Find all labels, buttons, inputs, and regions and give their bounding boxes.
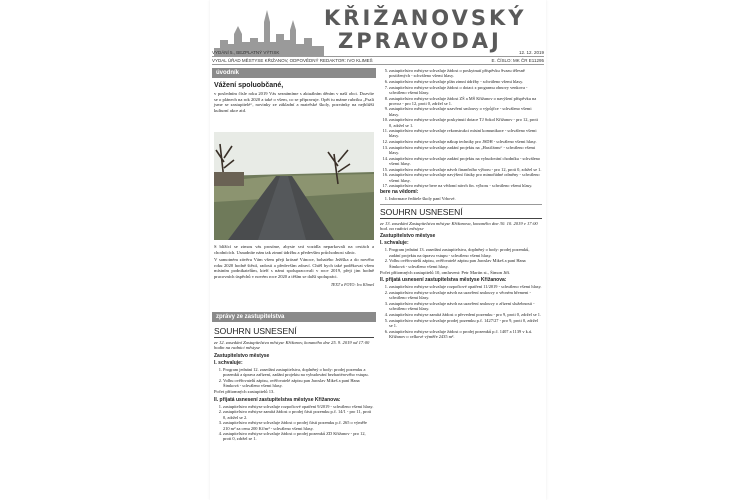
editorial-column <box>214 82 374 115</box>
list-item: 2. Volbu ověřovatelů zápisu, ověřovatelé zápisu pan Jaroslav Mikeš a paní Hana Šimková - schváleno všemi hlasy. <box>218 377 360 388</box>
masthead-title-line1: KŘIŽANOVSKÝ <box>324 6 527 30</box>
list-item: 6. zastupitelstvo městyse schvaluje plán zimní údržby - schváleno všemi hlasy. <box>384 78 524 84</box>
list-item: 6. zastupitelstvo městyse schvaluje žádost o prodej pozemků p.č. 1407 a 1139 v k.ú. Křižanov o celkové výměře 2435 m². <box>384 328 533 339</box>
editorial-paragraph-1: v posledním čísle roku 2019 Vás seznámíme s aktuálním děním v naší obci. Dozvíte se o plánech na rok 2020 a také o všem, co se připravuje. Opět tu máme rubriku „Psali jsme se zastupitelé“, novinky ze základní a mateřské školy, pozvánky na nejbližší kulturní akce atd. <box>214 91 374 113</box>
list-item: 5. zastupitelstvo městyse schvaluje prodej pozemku p.č. 1427/27 - pro 9, proti 0, zdržel se 1. <box>384 317 539 328</box>
section-approves: I. schvaluje: <box>380 240 409 247</box>
list-item: 2. zastupitelstvo městyse schvaluje návrh na uzavření smlouvy o věcném břemeni - schváleno všemi hlasy. <box>384 290 531 301</box>
section-resolutions: II. přijatá usnesení zastupitelstva městyse Křižanova: <box>380 277 507 284</box>
list-item: 3. zastupitelstvo městyse schvaluje žádost o prodej části pozemku p.č. 265 o výměře 210 m² za cenu 200 Kč/m² - schváleno všemi hlasy. <box>218 420 367 431</box>
masthead-title-line2: ZPRAVODAJ <box>338 29 502 53</box>
publisher-info: VYDAL ÚŘAD MĚSTYSE KŘIŽANOV, ODPOVĚDNÝ REDAKTOR: IVO KLIMEŠ <box>212 58 373 63</box>
list-item: 15. zastupitelstvo městyse schvaluje návrh finančního výboru - pro 12, proti 0, zdržel se 1. <box>382 166 542 172</box>
list-item: 1. zastupitelstvo městyse schvaluje rozpočtové opatření 11/2019 - schváleno všemi hlasy. <box>384 284 542 290</box>
editorial-greeting: Vážení spoluobčané, <box>214 82 284 89</box>
divider <box>380 204 542 205</box>
resolution-subtitle-13: ze 13. zasedání Zastupitelstva městyse Křižanova, konaného dne 30. 10. 2019 v 17:00 hod. na radnici městyse <box>380 220 538 232</box>
section-band-council: zprávy ze zastupitelstva <box>212 312 376 322</box>
list-item: 4. zastupitelstvo městyse schvaluje žádost o prodej pozemků ZD Křižanov - pro 12, proti 0, zdržel se 1. <box>218 431 366 442</box>
issue-bar <box>212 49 544 57</box>
present-count: Počet přítomných zastupitelů 10, omluveni: Petr Martin st., Šimon Jiří. <box>380 269 511 275</box>
list-item: 11. zastupitelstvo městyse schvaluje rekonstrukci místní komunikace - schváleno všemi hlasy. <box>382 128 537 139</box>
section-resolutions: II. přijatá usnesení zastupitelstva městyse Křižanova: <box>214 396 341 403</box>
list-item: 17. zastupitelstvo městyse bere na vědomí návrh fin. výboru - schváleno všemi hlasy. <box>382 183 533 189</box>
resolution-subtitle-12: ze 12. zasedání Zastupitelstva městyse Křižanov, konaného dne 25. 9. 2019 od 17:00 hodin na radnici městyse <box>214 340 370 351</box>
registration-number: E. ČÍSLO: MK ČR E11295 <box>491 58 544 63</box>
council-body-heading: Zastupitelstvo městyse <box>380 233 436 240</box>
issue-info: VYDÁNÍ 5., BEZPLATNÝ VÝTISK <box>212 50 280 55</box>
resolution-summary-heading-12: SOUHRN USNESENÍ <box>214 326 374 338</box>
list-item: 9. zastupitelstvo městyse schvaluje uzavření smlouvy o výpůjčce - schváleno všemi hlasy. <box>384 106 532 117</box>
road-photo <box>214 132 374 240</box>
newsletter-page <box>210 0 546 500</box>
list-item: 5. zastupitelstvo městyse schvaluje žádost o poskytnutí příspěvku Svazu tělesně postižených - schváleno všemi hlasy. <box>384 68 525 79</box>
list-item: 2. zastupitelstvo městyse zamítá žádost o prodej části pozemku p.č. 14/1 - pro 11, proti 0, zdržel se 2. <box>218 409 372 420</box>
editorial-paragraph-2: S blížící se zimou vás prosíme, abyste svá vozidla neparkovali na cestách a chodnících. Usnadníte nám tak zimní údržbu a především průchodnost silnic. <box>214 244 374 255</box>
list-item: 2. Volbu ověřovatelů zápisu, ověřovatelé zápisu pan Jaroslav Mikeš a paní Hana Šimková - schváleno všemi hlasy. <box>384 258 526 269</box>
list-item: 7. zastupitelstvo městyse schvaluje žádost o dotaci z programu obnovy venkova - schváleno všemi hlasy. <box>384 84 528 95</box>
list-item: 10. zastupitelstvo městyse schvaluje poskytnutí dotace TJ Sokol Křižanov - pro 12, proti 0, zdržel se 1. <box>382 117 538 128</box>
list-item: 3. zastupitelstvo městyse schvaluje návrh na uzavření smlouvy o zřízení služebnosti - schváleno všemi hlasy. <box>384 301 535 312</box>
list-item: 14. zastupitelstvo městyse schvaluje zadání projektu na vybudování chodníku - schváleno všemi hlasy. <box>382 155 541 166</box>
list-item: 1. Program jednání 12. zasedání zastupitelstva, doplněný o body: prodej pozemku a pozemků a úprava zařízení, zadání projektu na vybudování bezbariérového vstupu. <box>218 366 369 378</box>
section-noted: bere na vědomí: <box>380 189 419 196</box>
council-right-column <box>380 68 542 339</box>
present-count: Počet přítomných zastupitelů 13. <box>214 389 275 395</box>
council-left-column <box>214 326 374 442</box>
list-item: 1. zastupitelstvo městyse schvaluje rozpočtové opatření 9/2019 - schváleno všemi hlasy. <box>218 403 374 409</box>
editorial-continued <box>214 244 374 289</box>
list-item: 4. zastupitelstvo městyse zamítá žádost o převedení pozemku - pro 9, proti 0, zdržel se 1. <box>384 311 542 317</box>
publisher-bar <box>212 57 544 65</box>
list-item: 13. zastupitelstvo městyse schvaluje zadání projektu na „Hasičárnu“ - schváleno všemi hlasy. <box>382 144 536 156</box>
list-item: 8. zastupitelstvo městyse schvaluje žádost ZŠ a MŠ Křižanov o navýšení příspěvku na provoz - pro 12, proti 0, zdržel se 1. <box>384 95 537 106</box>
council-body-heading: Zastupitelstvo městyse <box>214 352 270 359</box>
issue-date: 12. 12. 2019 <box>518 50 544 55</box>
list-item: 1. Informace ředitele školy paní Vrbové. <box>384 196 456 202</box>
list-item: 16. zastupitelstvo městyse schvaluje navýšení částky pro mimořádné odměny - schváleno všemi hlasy. <box>382 172 540 183</box>
resolution-summary-heading-13: SOUHRN USNESENÍ <box>380 207 542 219</box>
editorial-paragraph-3: V samotném závěru Vám všem přeji krásné Vánoce, bohatého Ježíška a do nového roku 2020 hodně štěstí, radosti a především zdraví. Chtěl bych také poděkovat všem místním podnikatelům, kteří s námi spolupracovali v roce 2019, přeji jim hodně pracovních úspěchů v novém roce 2020 a těším se další spolupráci. <box>214 257 374 279</box>
list-item: 1. Program jednání 13. zasedání zastupitelstva, doplněný o body: prodej pozemků, zadání projektu na úpravu vstupu - schváleno všemi hlasy. <box>384 247 530 258</box>
list-item: 12. zastupitelstvo městyse schvaluje nákup techniky pro JSDH - schváleno všemi hlasy. <box>382 139 537 145</box>
editorial-credit: TEXT a FOTO: Ivo Klimeš <box>330 281 374 287</box>
section-band-editorial: úvodník <box>212 68 376 78</box>
section-approves: I. schvaluje: <box>214 359 243 366</box>
